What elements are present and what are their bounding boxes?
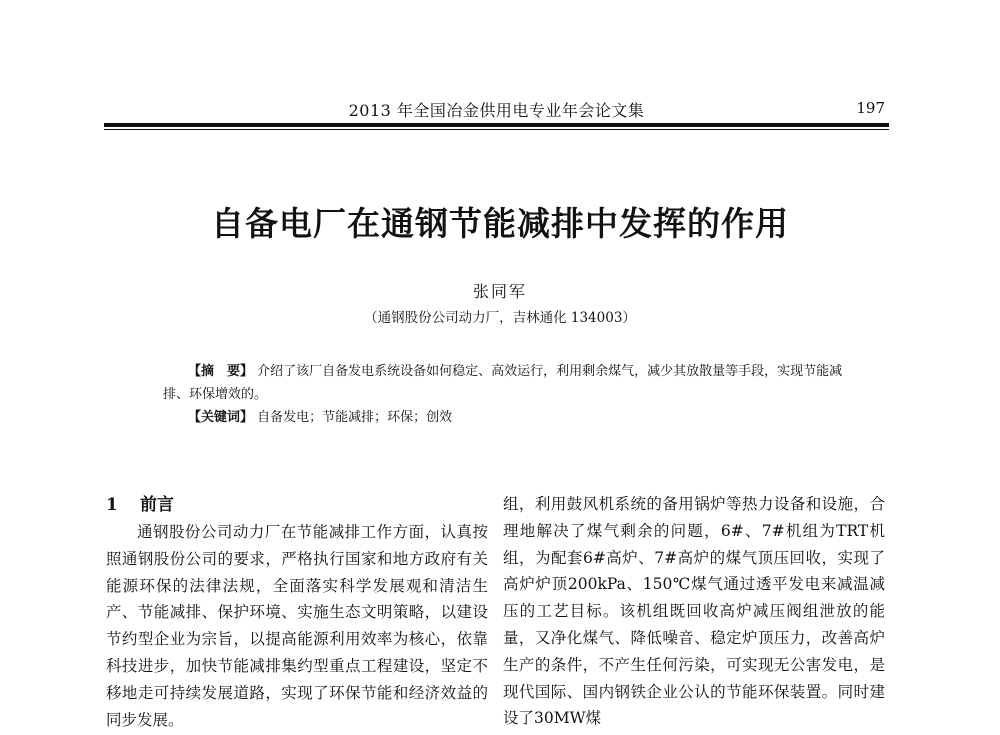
left-column: [106, 491, 488, 733]
keywords: [188, 406, 843, 429]
right-column: [503, 491, 885, 732]
keywords-text: 自备发电；节能减排；环保；创效: [257, 410, 453, 425]
author: 张同军: [472, 282, 527, 301]
affiliation: （通钢股份公司动力厂，吉林通化 134003）: [364, 310, 636, 326]
header-rule-thick: [104, 123, 889, 127]
keywords-label: 【关键词】: [188, 410, 254, 425]
paper-title: 自备电厂在通钢节能减排中发挥的作用: [211, 204, 789, 243]
header-rule-thin: [104, 129, 889, 130]
abstract-text: 介绍了该厂自备发电系统设备如何稳定、高效运行，利用剩余煤气，减少其放散量等手段，实现节能减排、环保增效的。: [163, 364, 843, 402]
abstract-block: [163, 360, 843, 429]
section-heading: [106, 491, 488, 519]
abstract: [163, 360, 843, 406]
section-title: 前言: [140, 495, 174, 515]
running-header: [104, 98, 889, 120]
continued-paragraph: 组，利用鼓风机系统的备用锅炉等热力设备和设施，合理地解决了煤气剩余的问题，6#、7#机组为TRT机组，为配套6#高炉、7#高炉的煤气顶压回收，实现了高炉炉顶200kPa、150℃煤气通过透平发电来减温减压的工艺目标。该机组既回收高炉减压阀组泄放的能量，又净化煤气、降低噪音、稳定炉顶压力，改善高炉生产的条件，不产生任何污染，可实现无公害发电，是现代国际、国内钢铁企业公认的节能环保装置。同时建设了30MW煤: [503, 495, 885, 728]
section-paragraph: 通钢股份公司动力厂在节能减排工作方面，认真按照通钢股份公司的要求，严格执行国家和地方政府有关能源环保的法律法规，全面落实科学发展观和清洁生产、节能减排、保护环境、实施生态文明策略，以建设节约型企业为宗旨，以提高能源利用效率为核心，依靠科技进步，加快节能减排集约型重点工程建设，坚定不移地走可持续发展道路，实现了环保节能和经济效益的同步发展。: [106, 523, 488, 729]
abstract-label: 【摘 要】: [188, 364, 254, 379]
proceedings-title: 2013 年全国冶金供用电专业年会论文集: [348, 101, 645, 120]
section-number: 1: [106, 495, 118, 515]
page-number: 197: [856, 99, 885, 117]
